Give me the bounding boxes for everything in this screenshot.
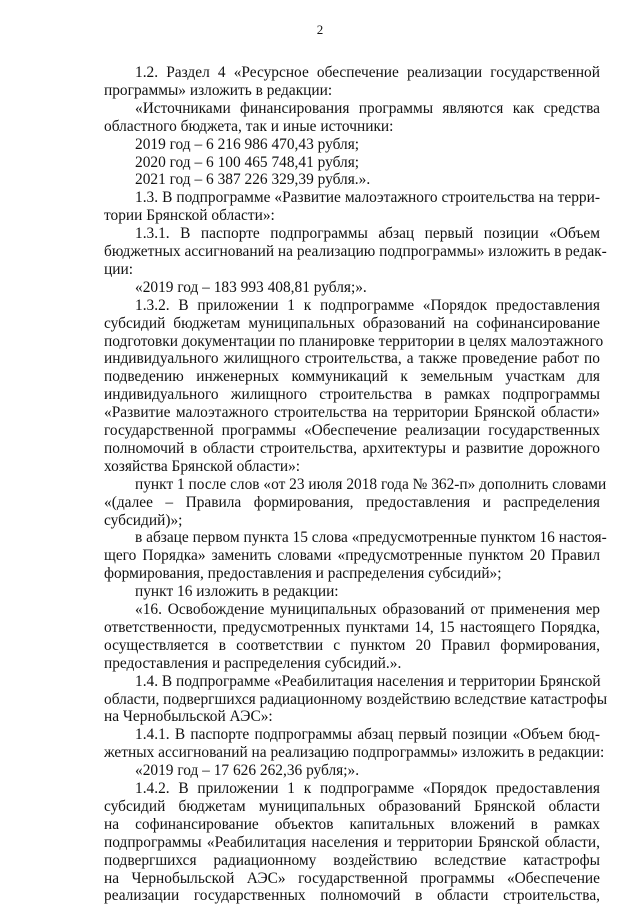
text-line: осуществляется в соответствии с пунктом 20 Правил формирования, — [104, 636, 600, 654]
text-line: государственной программы «Обеспечение реализации государственных — [104, 422, 600, 439]
text-line: 1.4.2. В приложении 1 к подпрограмме «Порядок предоставления — [135, 780, 600, 797]
text-line: субсидий)»; — [104, 511, 183, 529]
text-line: 1.4. В подпрограмме «Реабилитация населения и территории Брянской — [135, 672, 601, 690]
text-line: субсидий бюджетам муниципальных образований Брянской области — [104, 797, 600, 815]
text-line: 1.3.2. В приложении 1 к подпрограмме «Порядок предоставления — [135, 296, 600, 314]
text-line: предоставления и распределения субсидий.». — [104, 654, 402, 672]
text-line: на Чернобыльской АЭС» государственной программы «Обеспечение — [104, 869, 600, 887]
text-line: подпрограммы «Реабилитация населения и территории Брянской области, — [104, 833, 600, 851]
text-line: области, подвергшихся радиационному воздействию вследствие катастрофы — [104, 690, 608, 708]
text-line: в абзаце первом пункта 15 слова «предусмотренные пунктом 16 настоя- — [135, 529, 607, 547]
text-line: «2019 год – 17 626 262,36 рубля;». — [135, 762, 360, 780]
text-line: полномочий в области строительства, архитектуры и развитие дорожного — [104, 439, 600, 457]
text-line: программы» изложить в редакции: — [104, 81, 333, 99]
text-line: подготовки документации по планировке территории в целях малоэтажного — [104, 332, 604, 350]
text-line: бюджетных ассигнований на реализацию подпрограммы» изложить в редак- — [104, 243, 607, 260]
text-line: пункт 16 изложить в редакции: — [135, 583, 339, 601]
text-line: на софинансирование объектов капитальных вложений в рамках — [104, 815, 600, 833]
text-line: 1.4.1. В паспорте подпрограммы абзац первый позиции «Объем бюд- — [135, 726, 600, 744]
text-line: ции: — [104, 260, 133, 278]
text-line: подвергшихся радиационному воздействию вследствие катастрофы — [104, 851, 600, 869]
text-line: областного бюджета, так и иные источники: — [104, 117, 394, 135]
text-line: ответственности, предусмотренных пунктами 14, 15 настоящего Порядка, — [104, 618, 600, 636]
page-number: 2 — [316, 22, 324, 37]
text-line: 1.3. В подпрограмме «Развитие малоэтажного строительства на терри- — [135, 189, 600, 207]
text-line: 1.3.1. В паспорте подпрограммы абзац первый позиции «Объем — [135, 225, 600, 243]
text-line: на Чернобыльской АЭС»: — [104, 708, 273, 726]
text-line: формирования, предоставления и распределения субсидий»; — [104, 565, 502, 583]
text-line: 1.2. Раздел 4 «Ресурсное обеспечение реализации государственной — [135, 64, 600, 81]
text-line: индивидуального жилищного строительства в рамках подпрограммы — [104, 386, 600, 404]
text-line: щего Порядка» заменить словами «предусмотренные пунктом 20 Правил — [104, 547, 600, 565]
text-line: субсидий бюджетам муниципальных образований на софинансирование — [104, 314, 600, 332]
text-line: тории Брянской области»: — [104, 207, 275, 225]
text-line: жетных ассигнований на реализацию подпрограммы» изложить в редакции: — [104, 744, 605, 762]
text-line: 2021 год – 6 387 226 329,39 рубля.». — [135, 171, 371, 189]
text-line: индивидуального жилищного строительства, а также проведение работ по — [104, 350, 600, 368]
text-line: реализации государственных полномочий в области строительства, — [104, 887, 600, 905]
text-line: 2020 год – 6 100 465 748,41 рубля; — [135, 153, 360, 171]
text-line: подведению инженерных коммуникаций к земельным участкам для — [104, 368, 600, 386]
text-line: хозяйства Брянской области»: — [104, 457, 301, 475]
text-line: «2019 год – 183 993 408,81 рубля;». — [135, 278, 367, 296]
text-line: пункт 1 после слов «от 23 июля 2018 года № 362-п» дополнить словами — [135, 475, 607, 493]
text-line: 2019 год – 6 216 986 470,43 рубля; — [135, 135, 360, 153]
text-line: «16. Освобождение муниципальных образований от применения мер — [135, 601, 600, 618]
text-line: «Развитие малоэтажного строительства на территории Брянской области» — [104, 404, 600, 422]
text-line: «Источниками финансирования программы являются как средства — [135, 99, 600, 117]
text-line: «(далее – Правила формирования, предоставления и распределения — [104, 493, 600, 511]
